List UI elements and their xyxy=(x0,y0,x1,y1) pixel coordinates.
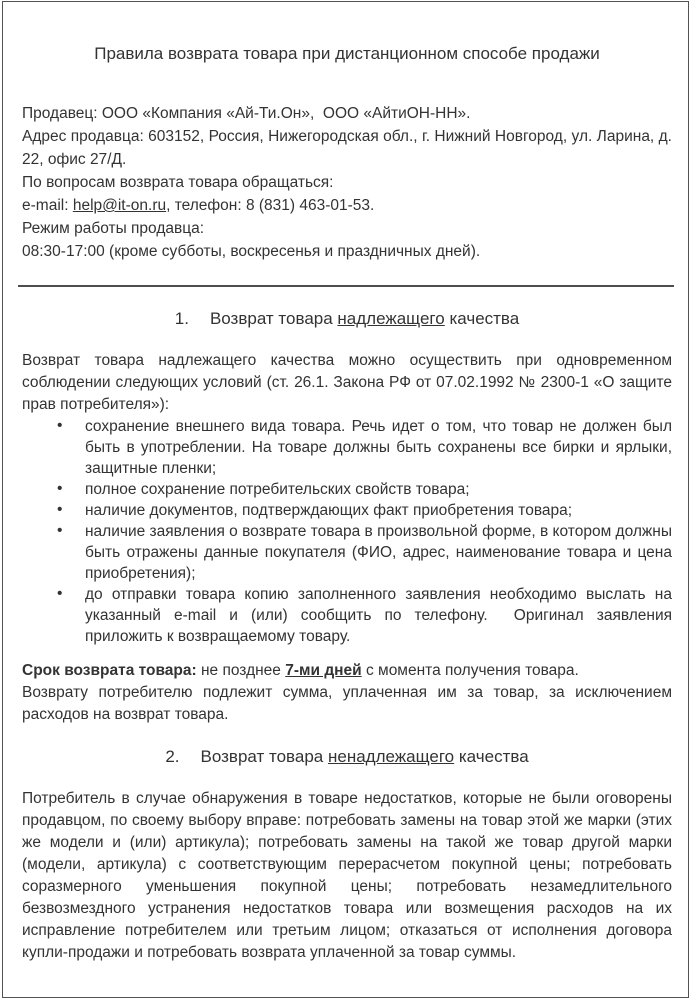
list-item: • сохранение внешнего вида товара. Речь идет о том, что товар не должен был быть в употреблении. На товаре должны быть сохранены все бирки и ярлыки, защитные пленки; xyxy=(22,416,672,479)
section2-body: Потребитель в случае обнаружения в товаре недостатков, которые не были оговорены продавцом, по своему выбору вправе: потребовать замены на товар этой же марки (этих же модели и (или) артикула); потребовать замены на такой же товар другой марки (модели, артикула) с соответствующим перерасчетом покупной цены; потребовать соразмерного уменьшения покупной цены; потребовать незамедлительного безвозмездного устранения недостатков товара или возмещения расходов на их исправление потребителем или третьим лицом; отказаться от исполнения договора купли-продажи и потребовать возврата уплаченной за товар суммы. xyxy=(22,790,672,961)
section1-heading-pre: Возврат товара xyxy=(209,309,338,328)
section2-number: 2. xyxy=(165,747,180,766)
phone-text: , телефон: 8 (831) 463-01-53. xyxy=(166,197,375,214)
list-item: • наличие заявления о возврате товара в произвольной форме, в котором должны быть отражены данные покупателя (ФИО, адрес, наименование товара и цена приобретения); xyxy=(22,521,672,584)
list-item: • полное сохранение потребительских свойств товара; xyxy=(22,479,672,500)
schedule-value: 08:30-17:00 (кроме субботы, воскресенья и праздничных дней). xyxy=(22,243,481,260)
section-divider xyxy=(18,285,674,287)
email-link[interactable]: help@it-on.ru xyxy=(72,197,167,214)
return-term-label: Срок возврата товара: xyxy=(22,662,197,679)
document-title: Правила возврата товара при дистанционном способе продажи xyxy=(94,44,600,63)
section1-heading-post: качества xyxy=(444,309,520,328)
email-label: e-mail: xyxy=(22,197,73,214)
section2-heading-post: качества xyxy=(454,747,529,766)
seller-line: Продавец: ООО «Компания «Ай-Ти.Он», ООО «АйтиОН-НН». xyxy=(22,105,471,122)
contact-intro: По вопросам возврата товара обращаться: xyxy=(22,174,334,191)
section2-heading-underlined: ненадлежащего xyxy=(327,747,455,766)
seller-address: Адрес продавца: 603152, Россия, Нижегородская обл., г. Нижний Новгород, ул. Ларина, д. 22, офис 27/Д. xyxy=(22,128,672,168)
return-term-line xyxy=(22,660,672,682)
section1-heading xyxy=(22,307,672,331)
conditions-list xyxy=(22,416,672,647)
return-term-pre: не позднее xyxy=(196,662,286,679)
return-term-post: с момента получения товара. xyxy=(361,662,579,679)
list-item: • до отправки товара копию заполненного заявления необходимо выслать на указанный e-mail и (или) сообщить по телефону. Оригинал заявления приложить к возвращаемому товару. xyxy=(22,584,672,647)
refund-note: Возврату потребителю подлежит сумма, уплаченная им за товар, за исключением расходов на возврат товара. xyxy=(22,684,672,723)
return-term-value: 7-ми дней xyxy=(285,662,362,679)
document-content xyxy=(22,0,672,964)
list-item: • наличие документов, подтверждающих факт приобретения товара; xyxy=(22,500,672,521)
contact-line xyxy=(22,194,672,217)
section1-intro: Возврат товара надлежащего качества можно осуществить при одновременном соблюдении следующих условий (ст. 26.1. Закона РФ от 07.02.1992 № 2300-1 «О защите прав потребителя»): xyxy=(22,352,672,413)
section1-number: 1. xyxy=(174,309,189,328)
section2-heading xyxy=(22,745,672,769)
schedule-label: Режим работы продавца: xyxy=(22,220,205,237)
section1-heading-underlined: надлежащего xyxy=(337,309,445,328)
section2-heading-pre: Возврат товара xyxy=(200,747,328,766)
seller-info-block xyxy=(22,102,672,263)
